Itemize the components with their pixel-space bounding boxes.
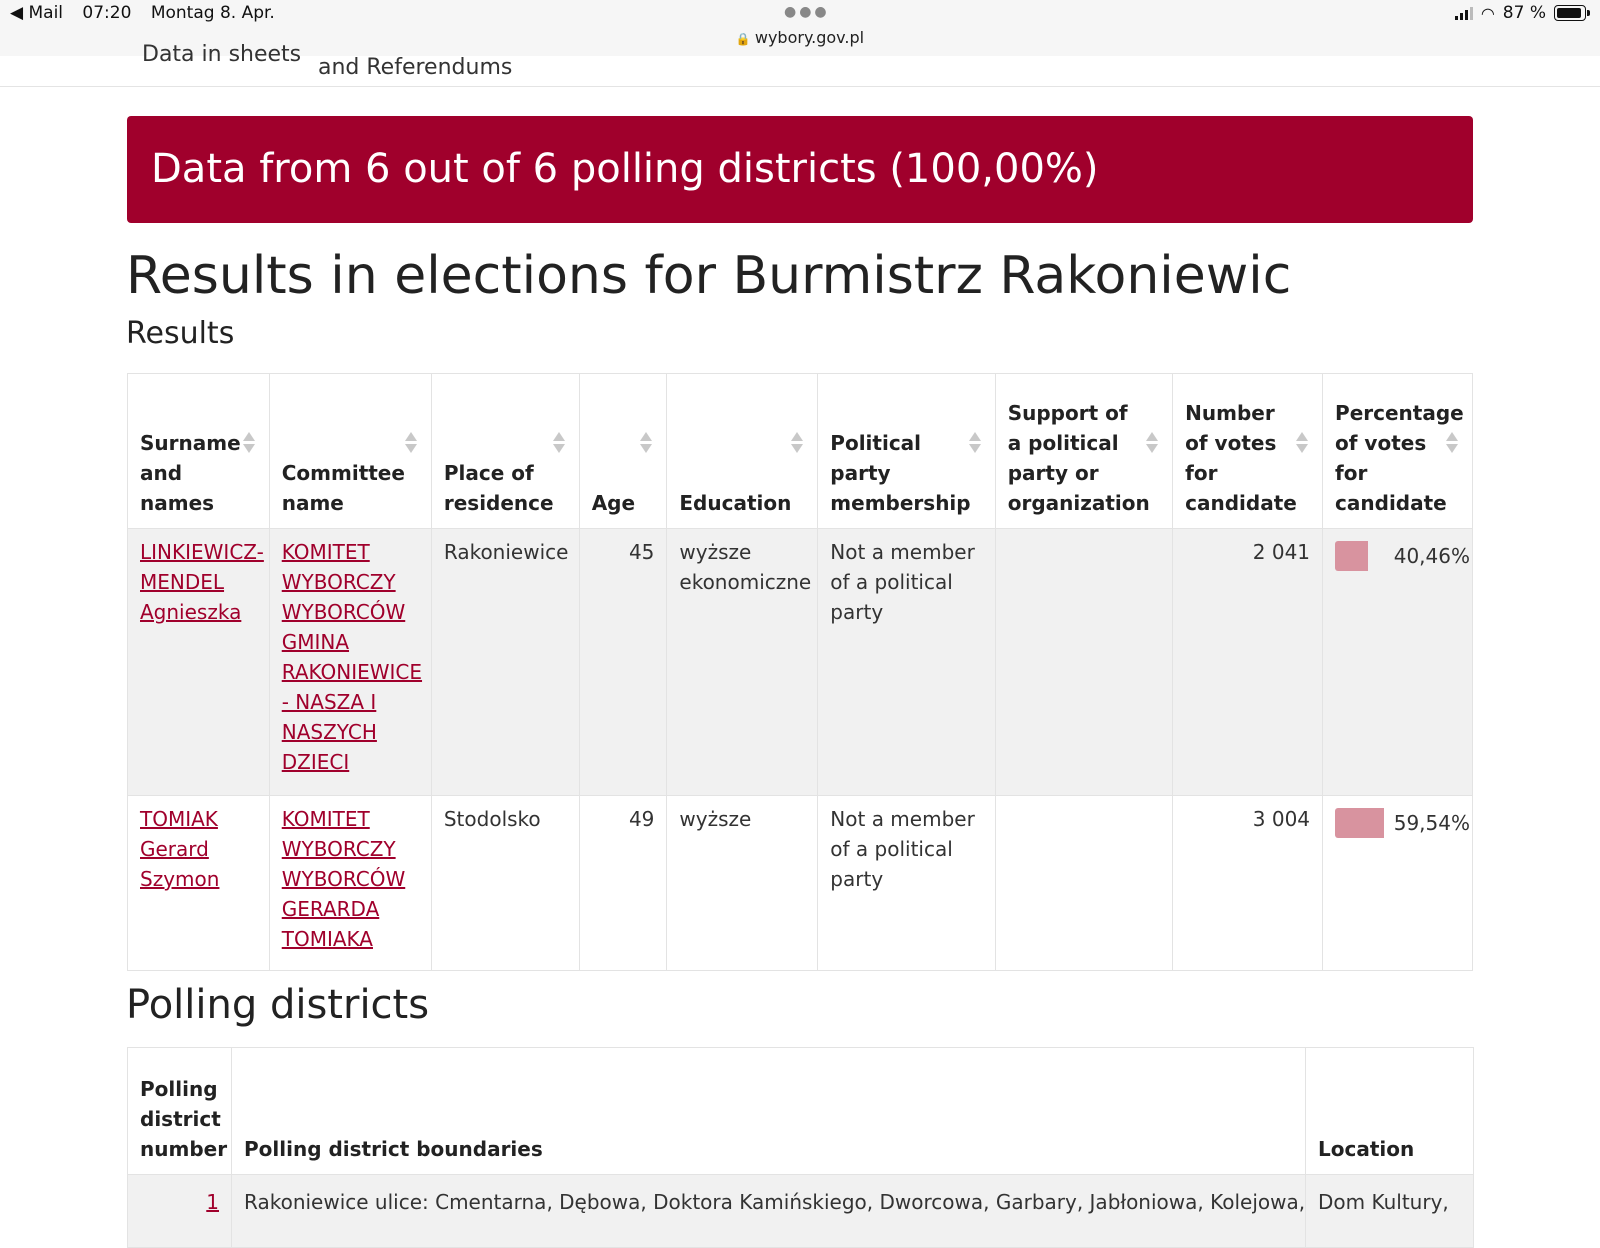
site-header [0,42,1600,87]
committee-link[interactable]: KOMITET WYBORCZY WYBORCÓW GMINA RAKONIEWICE - NASZA I NASZYCH DZIECI [281,540,423,774]
sort-header-residence[interactable] [431,374,579,529]
sort-arrows-icon[interactable] [1446,432,1458,453]
sort-header-age[interactable] [579,374,667,529]
multitasking-dots-icon[interactable]: ●●● [784,4,830,20]
percentage-value: 59,54% [1393,811,1470,835]
sort-arrows-icon[interactable] [1146,432,1158,453]
sort-header-party[interactable] [818,374,995,529]
wifi-icon: ◠ [1480,3,1495,23]
header-district-number: Polling district number [128,1048,232,1175]
cell-percentage [1323,529,1473,796]
sort-header-support[interactable] [995,374,1172,529]
results-subtitle: Results [126,316,235,351]
cell-education: wyższe [667,796,818,971]
cell-name [128,796,270,971]
committee-link[interactable]: KOMITET WYBORCZY WYBORCÓW GERARDA TOMIAKA [281,807,406,951]
cell-residence: Stodolsko [431,796,579,971]
table-row [128,529,1473,796]
header-location: Location [1306,1048,1474,1175]
clock: 07:20 [82,3,132,23]
sort-header-surname[interactable] [128,374,270,529]
cell-residence: Rakoniewice [431,529,579,796]
cell-percentage [1323,796,1473,971]
status-left [10,3,289,23]
header-label: Age [591,491,636,515]
cell-votes: 3 004 [1173,796,1323,971]
header-district-boundaries: Polling district boundaries [232,1048,1306,1175]
cell-support [995,529,1172,796]
header-nav-item-cut[interactable]: Data in sheets [142,42,302,67]
cell-age: 49 [579,796,667,971]
candidate-link[interactable]: LINKIEWICZ-MENDEL Agnieszka [140,540,264,624]
results-header-row [128,374,1473,529]
percentage-value: 40,46% [1393,544,1470,568]
back-to-mail-link[interactable]: ◀ Mail [10,3,64,23]
cell-education: wyższe ekonomiczne [667,529,818,796]
sort-header-percentage[interactable] [1323,374,1473,529]
header-label: Political party membership [830,431,971,515]
percentage-bar [1335,541,1368,571]
district-link[interactable]: 1 [206,1190,219,1214]
url-text: wybory.gov.pl [754,28,865,47]
cell-age: 45 [579,529,667,796]
date: Montag 8. Apr. [150,3,275,23]
sort-arrows-icon[interactable] [553,432,565,453]
cell-committee [269,796,431,971]
percentage-bar [1335,808,1384,838]
cell-district-boundaries: Rakoniewice ulice: Cmentarna, Dębowa, Doktora Kamińskiego, Dworcowa, Garbary, Jabłoniowa, Kolejowa, [232,1175,1306,1248]
sort-arrows-icon[interactable] [640,432,652,453]
cellular-signal-icon [1455,6,1473,20]
sort-header-votes[interactable] [1173,374,1323,529]
cell-party: Not a member of a political party [818,529,995,796]
results-table [127,373,1473,971]
candidate-link[interactable]: TOMIAK Gerard Szymon [140,807,220,891]
sort-arrows-icon[interactable] [243,432,255,453]
header-label: Education [679,491,792,515]
status-right [1455,3,1586,23]
header-label: Place of residence [443,461,554,515]
battery-fill [1557,8,1581,18]
sort-header-education[interactable] [667,374,818,529]
header-label: Support of a political party or organization [1007,401,1150,515]
header-label: Surname and names [140,431,241,515]
battery-icon [1554,5,1586,21]
cell-location: Dom Kultury, [1306,1175,1474,1248]
cell-party: Not a member of a political party [818,796,995,971]
header-label: Percentage of votes for candidate [1335,401,1464,515]
cell-votes: 2 041 [1173,529,1323,796]
header-label: Number of votes for candidate [1185,401,1297,515]
page-title: Results in elections for Burmistrz Rakoniewic [126,246,1292,306]
sort-arrows-icon[interactable] [405,432,417,453]
battery-percentage: 87 % [1502,3,1546,23]
polling-progress-banner: Data from 6 out of 6 polling districts (100,00%) [127,116,1473,223]
table-row [128,1175,1474,1248]
cell-name [128,529,270,796]
cell-support [995,796,1172,971]
sort-arrows-icon[interactable] [969,432,981,453]
table-row [128,796,1473,971]
sort-arrows-icon[interactable] [791,432,803,453]
sort-arrows-icon[interactable] [1296,432,1308,453]
lock-icon: 🔒 [735,32,751,46]
header-label: Committee name [281,461,405,515]
cell-committee [269,529,431,796]
cell-district-number [128,1175,232,1248]
districts-header-row [128,1048,1474,1175]
header-nav-item-referendums[interactable]: and Referendums [318,55,513,80]
polling-districts-title: Polling districts [126,982,430,1028]
sort-header-committee[interactable] [269,374,431,529]
polling-districts-table [127,1047,1474,1248]
